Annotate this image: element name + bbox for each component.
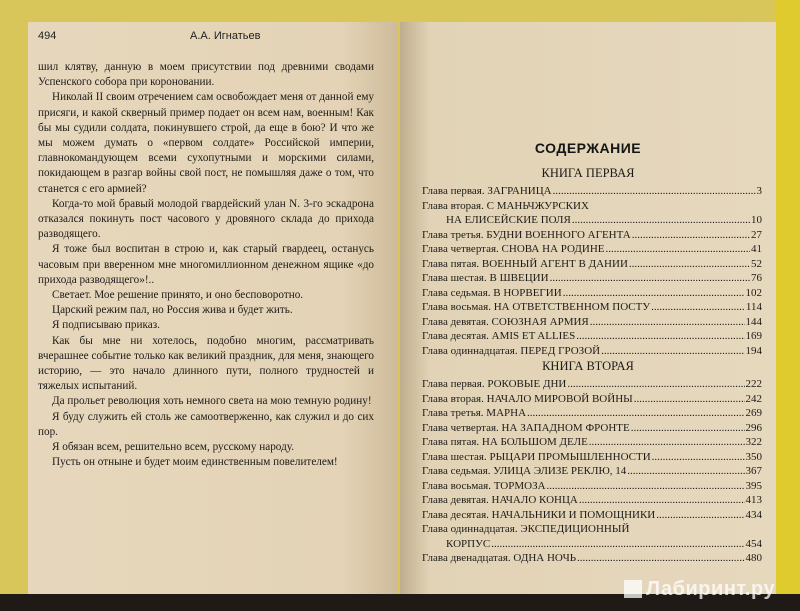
toc-leader	[579, 493, 745, 508]
toc-title: СОДЕРЖАНИЕ	[534, 140, 642, 156]
toc-entry	[422, 464, 762, 479]
paragraph: Я обязан всем, решительно всем, русскому народу.	[52, 441, 295, 454]
toc-page-number: 144	[745, 315, 762, 328]
paragraph: Когда-то мой бравый молодой гвардейский улан N. 3-го эскадрона отказался покинуть пост часового у дровяного склада до прихода разводящего.	[38, 197, 374, 241]
toc-entry-title-cont: НА ЕЛИСЕЙСКИЕ ПОЛЯ	[446, 214, 571, 226]
toc-leader	[629, 257, 750, 272]
toc-entry	[422, 271, 762, 286]
toc-entry-title: Глава шестая. РЫЦАРИ ПРОМЫШЛЕННОСТИ	[422, 450, 651, 463]
toc-leader	[631, 421, 745, 436]
toc-page-number: 194	[745, 344, 762, 357]
toc-entry	[422, 508, 762, 523]
toc-entry-title: Глава вторая. НАЧАЛО МИРОВОЙ ВОЙНЫ	[422, 392, 633, 405]
toc-page-number: 480	[745, 552, 762, 564]
toc-leader	[550, 271, 750, 286]
toc-page-number: 454	[745, 537, 762, 550]
toc-page-number: 395	[745, 479, 762, 492]
paragraph: Пусть он отныне и будет моим единственным повелителем!	[52, 456, 338, 469]
book-one-heading: КНИГА ПЕРВАЯ	[541, 166, 635, 180]
toc-page-number: 76	[751, 272, 762, 284]
paragraph: Николай II своим отречением сам освобождает меня от данной ему присяги, и какой скверный пример подает он всем нам, военным! Как бы мы судили солдата, покинувшего строй, да еще в бою? И что же мы можем думать о «первом солдате» Российской империи, главнокомандующем всеми сухопутными и морскими силами, покидающем в разгар войны свой пост, не помышляя даже о том, что станется с его армией?	[38, 91, 374, 195]
labirint-logo-icon	[624, 580, 642, 598]
toc-entry	[422, 315, 762, 330]
toc-entry	[422, 450, 762, 465]
toc-entry-title: Глава первая. РОКОВЫЕ ДНИ	[422, 378, 567, 390]
paragraph: Да прольет революция хоть немного света на мою темную родину!	[52, 395, 372, 408]
toc-leader	[589, 435, 745, 450]
toc-entry	[422, 184, 762, 199]
paragraph: шил клятву, данную в моем присутствии под древними сводами Успенского собора при короновании.	[38, 61, 374, 89]
toc-leader	[627, 464, 744, 479]
toc-leader	[491, 537, 744, 552]
running-title: А.А. Игнатьев	[190, 30, 261, 42]
paragraph: Царский режим пал, но Россия жива и будет жить.	[52, 304, 293, 317]
toc-entry-title: Глава первая. ЗАГРАНИЦА	[422, 185, 552, 197]
toc-entry-title-cont: КОРПУС	[446, 537, 491, 550]
toc-leader	[606, 242, 750, 257]
toc-page-number: 41	[751, 243, 762, 255]
toc-entry	[422, 479, 762, 494]
toc-entry	[422, 199, 762, 214]
toc-entry-title: Глава вторая. С МАНЬЧЖУРСКИХ	[422, 199, 589, 212]
toc-entry-title: Глава одиннадцатая. ЭКСПЕДИЦИОННЫЙ	[422, 523, 630, 535]
toc-entry-continuation	[422, 537, 762, 552]
toc-entry	[422, 257, 762, 272]
toc-leader	[601, 344, 744, 359]
toc-entry-continuation	[422, 213, 762, 228]
toc-entry-title: Глава третья. МАРНА	[422, 407, 527, 419]
toc-page-number: 296	[745, 421, 762, 434]
toc-page-number: 413	[745, 494, 762, 506]
toc-entry	[422, 551, 762, 566]
toc-page-number: 114	[745, 301, 762, 313]
toc-entry-title: Глава пятая. ВОЕННЫЙ АГЕНТ В ДАНИИ	[422, 257, 628, 270]
toc-page-number: 367	[745, 465, 762, 477]
toc-leader	[527, 406, 744, 421]
toc-page-number: 27	[751, 228, 762, 241]
paragraph: Я буду служить ей столь же самоотверженно, как служил и до сих пор.	[38, 410, 374, 438]
toc-entry-title: Глава седьмая. УЛИЦА ЭЛИЗЕ РЕКЛЮ, 14	[422, 465, 627, 477]
toc-entry	[422, 392, 762, 407]
body-text	[38, 60, 374, 470]
toc-entry-title: Глава шестая. В ШВЕЦИИ	[422, 272, 549, 284]
toc-leader	[572, 213, 750, 228]
toc-entry-title: Глава седьмая. В НОРВЕГИИ	[422, 286, 562, 299]
toc-leader	[651, 300, 745, 315]
toc-page-number: 3	[756, 185, 762, 197]
toc-book-two	[422, 377, 762, 566]
toc-entry	[422, 406, 762, 421]
paragraph: Я тоже был воспитан в строю и, как старый гвардеец, останусь часовым при вверенном мне многомиллионном денежном ящике «до прихода разводящего»!..	[38, 243, 374, 286]
toc-page-number: 242	[745, 392, 762, 405]
toc-entry	[422, 329, 762, 344]
toc-leader	[634, 392, 745, 407]
toc-page-number: 322	[745, 436, 762, 448]
toc-page-number: 102	[745, 286, 762, 299]
toc-entry-title: Глава четвертая. НА ЗАПАДНОМ ФРОНТЕ	[422, 421, 630, 434]
toc-entry	[422, 286, 762, 301]
toc-leader	[590, 315, 745, 330]
toc-entry-title: Глава двенадцатая. ОДНА НОЧЬ	[422, 552, 577, 564]
toc-entry-title: Глава третья. БУДНИ ВОЕННОГО АГЕНТА	[422, 228, 631, 241]
toc-entry	[422, 300, 762, 315]
toc-leader	[576, 329, 744, 344]
toc-leader	[563, 286, 745, 301]
toc-entry	[422, 344, 762, 359]
paragraph: Я подписываю приказ.	[52, 319, 160, 332]
toc-entry-title: Глава одиннадцатая. ПЕРЕД ГРОЗОЙ	[422, 344, 601, 357]
toc-leader	[547, 479, 745, 494]
toc-leader	[567, 377, 744, 392]
toc-page-number: 222	[745, 378, 762, 390]
toc-leader	[652, 450, 745, 465]
book-cover-edge	[776, 0, 800, 611]
toc-book-one	[422, 184, 762, 358]
toc-entry	[422, 242, 762, 257]
toc-page-number: 269	[745, 407, 762, 419]
toc-entry-title: Глава четвертая. СНОВА НА РОДИНЕ	[422, 243, 605, 255]
toc-entry	[422, 493, 762, 508]
paragraph: Светает. Мое решение принято, и оно бесповоротно.	[52, 289, 304, 302]
toc-page-number: 350	[745, 450, 762, 463]
toc-leader	[577, 551, 744, 566]
toc-page-number: 434	[745, 508, 762, 521]
toc-entry-title: Глава восьмая. НА ОТВЕТСТВЕННОМ ПОСТУ	[422, 301, 651, 313]
toc-page-number: 52	[751, 257, 762, 270]
toc-entry-title: Глава девятая. НАЧАЛО КОНЦА	[422, 494, 578, 506]
toc-page-number: 169	[745, 330, 762, 342]
book-two-heading: КНИГА ВТОРАЯ	[542, 359, 634, 373]
toc-entry	[422, 522, 762, 537]
toc-entry-title: Глава восьмая. ТОРМОЗА	[422, 479, 546, 492]
toc-leader	[553, 184, 756, 199]
watermark-text: Лабиринт.ру	[646, 578, 776, 600]
watermark-logo	[624, 578, 775, 601]
toc-leader	[656, 508, 744, 523]
paragraph: Как бы мне ни хотелось, подобно многим, рассматривать вчерашнее событие только как великий праздник, для меня, знающего историю, — это начало длинного пути, полного трудностей и тяжелых испытаний.	[38, 334, 374, 393]
toc-page-number: 10	[751, 214, 762, 226]
toc-entry	[422, 421, 762, 436]
toc-entry-title: Глава девятая. СОЮЗНАЯ АРМИЯ	[422, 315, 589, 328]
toc-entry-title: Глава десятая. AMIS ET ALLIES	[422, 330, 576, 342]
toc-entry	[422, 228, 762, 243]
toc-leader	[632, 228, 750, 243]
toc-entry-title: Глава пятая. НА БОЛЬШОМ ДЕЛЕ	[422, 436, 588, 448]
toc-entry	[422, 377, 762, 392]
page-number: 494	[38, 30, 57, 42]
toc-entry-title: Глава десятая. НАЧАЛЬНИКИ И ПОМОЩНИКИ	[422, 508, 656, 521]
toc-entry	[422, 435, 762, 450]
